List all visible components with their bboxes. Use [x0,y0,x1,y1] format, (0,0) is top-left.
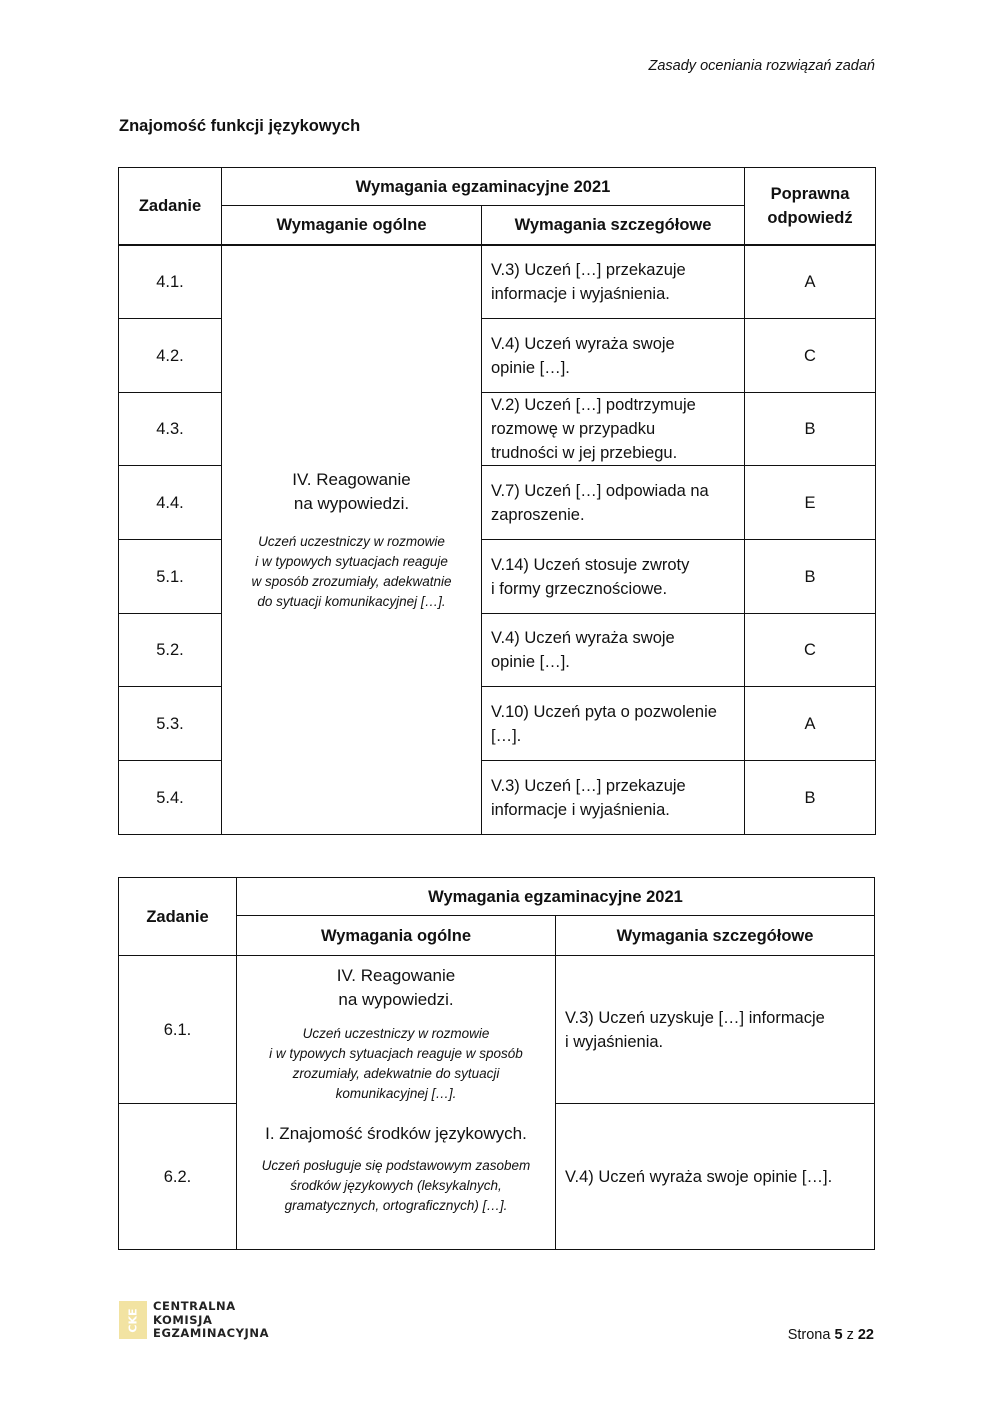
header-task: Zadanie [119,878,237,956]
task-number: 5.3. [119,687,222,761]
general-block1-title-1: IV. Reagowanie [336,966,456,985]
detail-line: V.2) Uczeń […] podtrzymuje [491,396,696,414]
header-detailed-requirements: Wymagania szczegółowe [482,206,745,245]
general-block2-note-3: gramatycznych, ortograficznych) […]. [284,1198,508,1213]
logo-line: EGZAMINACYJNA [153,1326,270,1340]
page-current: 5 [834,1327,843,1343]
header-requirements: Wymagania egzaminacyjne 2021 [237,878,875,916]
correct-answer: C [745,319,876,393]
detailed-requirement [556,956,875,1104]
detailed-requirement [482,761,745,835]
detail-line: V.14) Uczeń stosuje zwroty [491,555,690,574]
correct-answer: B [745,393,876,466]
general-block1-note-1: Uczeń uczestniczy w rozmowie [302,1026,490,1041]
header-correct-answer [745,168,876,245]
header-requirements: Wymagania egzaminacyjne 2021 [222,168,745,206]
detailed-requirement [482,614,745,687]
page-separator: z [846,1327,854,1343]
detailed-requirement [482,687,745,761]
correct-answer: C [745,614,876,687]
cke-logo [119,1300,269,1341]
page-number [788,1327,874,1343]
general-requirement-title-2: na wypowiedzi. [293,493,410,513]
detail-line: opinie […]. [491,653,570,671]
detail-line: i formy grzecznościowe. [491,579,668,598]
general-block1-note-2: i w typowych sytuacjach reaguje w sposób [269,1046,523,1061]
detail-line: V.3) Uczeń […] przekazuje [491,260,686,279]
task-number: 6.1. [119,956,237,1104]
detailed-requirement [482,540,745,614]
logo-line: CENTRALNA [153,1299,236,1313]
page-prefix: Strona [787,1327,831,1343]
task-number: 5.1. [119,540,222,614]
task-number: 6.2. [119,1104,237,1250]
correct-answer: A [745,245,876,319]
detail-line: V.4) Uczeń wyraża swoje opinie […]. [565,1167,833,1186]
task-number: 4.1. [119,245,222,319]
detail-line: V.4) Uczeń wyraża swoje [491,629,675,647]
general-requirements-cell [237,956,556,1250]
logo-mark-text: CKE [126,1308,140,1333]
task-number: 4.4. [119,466,222,540]
page-total: 22 [857,1327,874,1343]
header-general-requirement: Wymaganie ogólne [222,206,482,245]
general-block1-note-3: zrozumiały, adekwatnie do sytuacji [292,1066,500,1081]
general-block2-note-2: środków językowych (leksykalnych, [290,1178,502,1193]
detail-line: trudności w jej przebiegu. [491,444,678,462]
language-functions-table [118,167,876,835]
general-requirement-note-4: do sytuacji komunikacyjnej […]. [257,593,446,609]
detailed-requirement [482,245,745,319]
task-number: 4.2. [119,319,222,393]
general-block1-title-2: na wypowiedzi. [338,990,454,1009]
correct-answer: B [745,540,876,614]
task-number: 5.2. [119,614,222,687]
header-answer-line1: Poprawna [770,184,850,203]
detail-line: i wyjaśnienia. [565,1032,664,1051]
cke-logo-mark [119,1301,147,1339]
header-answer-line2: odpowiedź [767,208,853,227]
detail-line: opinie […]. [491,358,570,377]
general-requirement-cell [222,245,482,835]
header-general-requirements: Wymagania ogólne [237,916,556,956]
cke-logo-text [153,1300,269,1341]
header-task: Zadanie [119,168,222,245]
table-row [119,956,875,1104]
general-requirement-note-3: w sposób zrozumiały, adekwatnie [251,573,452,589]
task-number: 5.4. [119,761,222,835]
detail-line: V.10) Uczeń pyta o pozwolenie [491,702,717,721]
detailed-requirement [556,1104,875,1250]
task-number: 4.3. [119,393,222,466]
detail-line: V.4) Uczeń wyraża swoje [491,334,675,353]
detail-line: V.3) Uczeń uzyskuje […] informacje [565,1008,825,1027]
page-header-text: Zasady oceniania rozwiązań zadań [648,58,875,74]
correct-answer: A [745,687,876,761]
general-block2-note-1: Uczeń posługuje się podstawowym zasobem [261,1158,531,1173]
section-title: Znajomość funkcji językowych [119,117,361,135]
header-detailed-requirements: Wymagania szczegółowe [556,916,875,956]
task-6-requirements-table [118,877,875,1250]
detail-line: […]. [491,726,522,745]
detailed-requirement [482,393,745,466]
correct-answer: E [745,466,876,540]
detail-line: V.7) Uczeń […] odpowiada na [491,481,709,500]
general-requirement-note-1: Uczeń uczestniczy w rozmowie [258,533,445,549]
table-row [119,245,876,319]
detail-line: informacje i wyjaśnienia. [491,800,670,819]
general-requirement-note-2: i w typowych sytuacjach reaguje [255,553,448,569]
detail-line: V.3) Uczeń […] przekazuje [491,776,686,795]
detailed-requirement [482,466,745,540]
detailed-requirement [482,319,745,393]
detail-line: rozmowę w przypadku [491,420,656,438]
detail-line: informacje i wyjaśnienia. [491,284,670,303]
correct-answer: B [745,761,876,835]
detail-line: zaproszenie. [491,505,585,524]
general-block2-title: I. Znajomość środków językowych. [265,1124,527,1143]
logo-line: KOMISJA [153,1312,213,1327]
general-block1-note-4: komunikacyjnej […]. [335,1086,457,1101]
general-requirement-title-1: IV. Reagowanie [292,469,411,489]
